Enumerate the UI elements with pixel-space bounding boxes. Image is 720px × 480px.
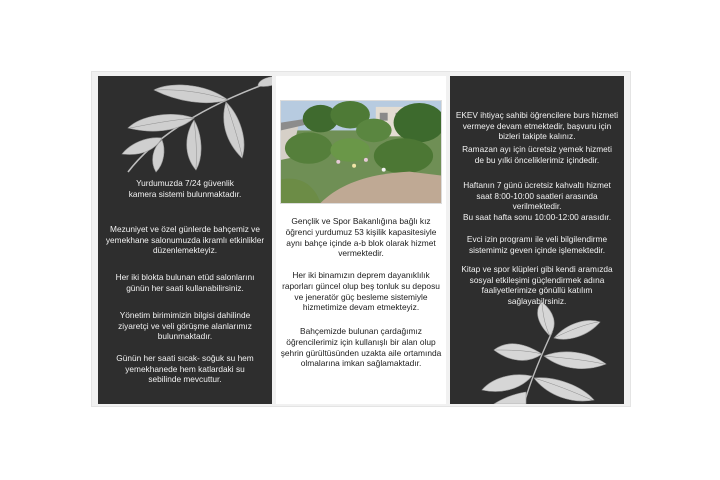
study-room-text: Her iki blokta bulunan etüd salonlarını günün her saati kullanabilirsiniz.: [115, 272, 255, 293]
clubs-info-text: Kitap ve spor klüpleri gibi kendi aramızda sosyal etkileşimi güçlendirmek adına faaliyetlerimize gönüllü katılım sağlayabilrsiniz.: [461, 264, 613, 306]
garden-photo: [280, 100, 442, 204]
gazebo-info-text: Bahçemizde bulunan çardağımız öğrencilerimiz için kullanışlı bir alan olup şehrin gürültüsünden uzakta aile ortamında olmalarına imkan sağlamaktadır.: [280, 326, 442, 369]
earthquake-report-text: Her iki binamızın deprem dayanıklılık raporları güncel olup beş tonluk su deposu ve jeneratör güç besleme sistemiyle hizmetimize devam etmekteyiz.: [282, 270, 440, 313]
camera-info-text: Yurdumuzda 7/24 güvenlik kamera sistemi bulunmaktadır.: [128, 178, 242, 199]
weekend-hours-text: Bu saat hafta sonu 10:00-12:00 arasıdır.: [462, 212, 612, 222]
water-info-text: Günün her saati sıcak- soğuk su hem yemekhanede hem katlardaki su sebilinde mevcuttur.: [116, 353, 254, 385]
middle-panel: [276, 76, 446, 404]
ramadan-meal-text: Ramazan ayı için ücretsiz yemek hizmeti de bu yılki önceliklerimiz içindedir.: [462, 144, 612, 165]
dorm-intro-text: Gençlik ve Spor Bakanlığına bağlı kız öğrenci yurdumuz 53 kişilik kapasitesiyle aynı bahçe içinde a-b blok olarak hizmet vermektedir.: [285, 216, 437, 259]
leaf-branch-icon: [108, 76, 272, 176]
scholarship-text: EKEV ihtiyaç sahibi öğrencilere burs hizmeti vermeye devam etmektedir, başvuru için bizleri takipte kalınız.: [455, 110, 619, 142]
leaf-branch-icon: [464, 302, 624, 404]
visitor-area-text: Yönetim birimimizin bilgisi dahilinde ziyaretçi ve veli görüşme alanlarımız bulunmaktadır.: [118, 310, 252, 342]
brochure: [92, 72, 630, 406]
events-info-text: Mezuniyet ve özel günlerde bahçemiz ve yemekhane salonumuzda ikramlı etkinlikler düzenlemekteyiz.: [105, 224, 265, 256]
left-panel: [98, 76, 272, 404]
right-panel: [450, 76, 624, 404]
breakfast-hours-text: Haftanın 7 günü ücretsiz kahvaltı hizmet saat 8:00-10:00 saatleri arasında verilmektedir.: [463, 180, 611, 212]
leave-program-text: Evci izin programı ile veli bilgilendirme sistemimiz geven içinde işlemektedir.: [466, 234, 608, 255]
